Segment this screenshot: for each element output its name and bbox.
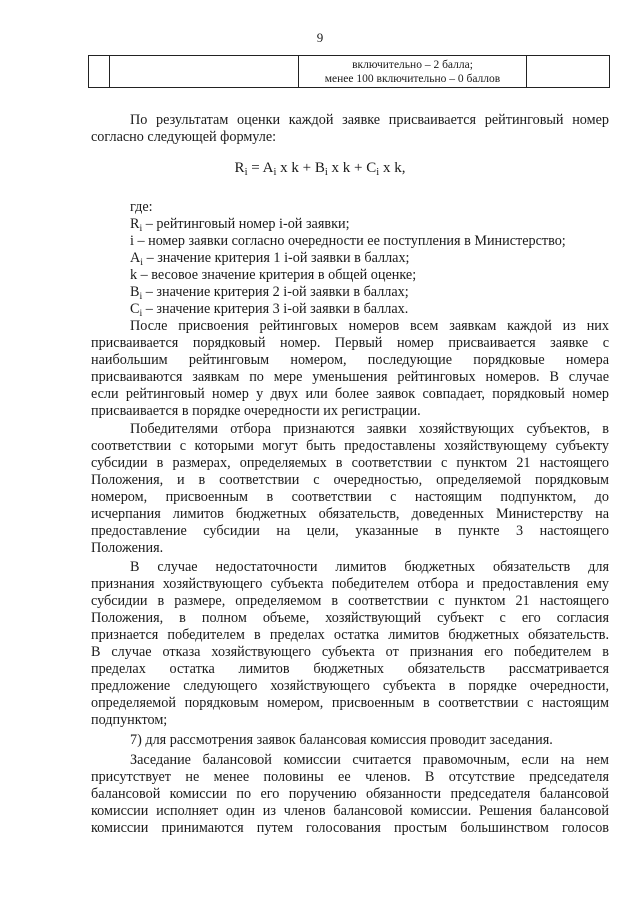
paragraph-line: где: <box>130 199 153 215</box>
paragraph-line: определяемой порядковым номером, присвоенным в соответствии с настоящим <box>91 695 609 711</box>
table-cell <box>299 56 527 87</box>
legend-line: $A_i$ – значение критерия 1 i-ой заявки в баллах; <box>130 250 410 268</box>
legend-line: $R_i$ – рейтинговый номер i-ой заявки; <box>130 216 350 234</box>
paragraph-line: присваивается в порядке очередности их регистрации. <box>91 403 421 419</box>
table-cell <box>110 56 299 87</box>
paragraph-line: Положения, в полном объеме, хозяйствующий субъект с его согласия <box>91 610 609 626</box>
paragraph-line: Положения, и в соответствии с очередностью, определяемой порядковым <box>91 472 609 488</box>
legend-line: $C_i$ – значение критерия 3 i-ой заявки в баллах. <box>130 301 409 319</box>
paragraph-line: балансовой комиссии по его поручению обязанности председателя балансовой <box>91 786 609 802</box>
table-cell <box>527 56 609 87</box>
paragraph-line: субсидии в размере, определяемом в соответствии с пунктом 21 настоящего <box>91 593 609 609</box>
paragraph-line: признания хозяйствующего субъекта победителем отбора и предоставления ему <box>91 576 609 592</box>
paragraph-line: предоставление субсидии на цели, указанные в пункте 3 настоящего <box>91 523 609 539</box>
paragraph-line: Победителями отбора признаются заявки хозяйствующих субъектов, в <box>130 421 609 437</box>
paragraph-line: Заседание балансовой комиссии считается правомочным, если на нем <box>130 752 609 768</box>
paragraph-line: подпунктом; <box>91 712 168 728</box>
paragraph-line: присваивается порядковый номер. Первый номер присваивается заявке с <box>91 335 609 351</box>
paragraph-line: исчерпания лимитов бюджетных обязательств, доведенных Министерству на <box>91 506 609 522</box>
paragraph-line: если рейтинговый номер у двух или более заявок совпадает, порядковый номер <box>91 386 609 402</box>
table-cell-text: менее 100 включительно – 0 баллов <box>324 73 501 85</box>
table-cell-text: включительно – 2 балла; <box>352 59 473 71</box>
paragraph-line: признается победителем в пределах остатка лимитов бюджетных обязательств. <box>91 627 609 643</box>
paragraph-line: номером, присвоенным в соответствии с настоящим подпунктом, до <box>91 489 609 505</box>
page-number: 9 <box>316 30 324 45</box>
table-cell <box>89 56 110 87</box>
legend-line: $B_i$ – значение критерия 2 i-ой заявки в баллах; <box>130 284 409 302</box>
paragraph-line: субсидии в размерах, определяемых в соответствии с пунктом 21 настоящего <box>91 455 609 471</box>
paragraph-line: В случае отказа хозяйствующего субъекта от признания его победителем в <box>91 644 609 660</box>
paragraph-line: 7) для рассмотрения заявок балансовая комиссия проводит заседания. <box>130 732 553 748</box>
paragraph-line: наибольшим рейтинговым номером, последующие порядковые номера <box>91 352 609 368</box>
paragraph-line: В случае недостаточности лимитов бюджетных обязательств для <box>130 559 609 575</box>
rating-formula: $R_i = A_i$ x $k + B_i$ x $k + C_i$ x k, <box>234 160 406 178</box>
paragraph-line: комиссии принимаются путем голосования простым большинством голосов <box>91 820 609 836</box>
paragraph-line: присваиваются заявкам по мере уменьшения рейтинговых номеров. В случае <box>91 369 609 385</box>
paragraph-line: присутствует не менее половины ее членов. В отсутствие председателя <box>91 769 609 785</box>
paragraph-line: соответствии с которыми могут быть предоставлены хозяйствующему субъекту <box>91 438 609 454</box>
criteria-table-fragment <box>88 55 610 88</box>
paragraph-line: После присвоения рейтинговых номеров всем заявкам каждой из них <box>130 318 609 334</box>
legend-line: k – весовое значение критерия в общей оценке; <box>130 267 417 283</box>
legend-line: i – номер заявки согласно очередности ее поступления в Министерство; <box>130 233 566 249</box>
paragraph-line: пределах остатка лимитов бюджетных обязательств рассматривается <box>91 661 609 677</box>
paragraph-line: комиссии исполняет один из членов балансовой комиссии. Решения балансовой <box>91 803 609 819</box>
paragraph-line: Положения. <box>91 540 164 556</box>
paragraph-line: предложение следующего хозяйствующего субъекта в порядке очередности, <box>91 678 609 694</box>
paragraph-line: По результатам оценки каждой заявке присваивается рейтинговый номер <box>130 112 609 128</box>
paragraph-line: согласно следующей формуле: <box>91 129 277 145</box>
